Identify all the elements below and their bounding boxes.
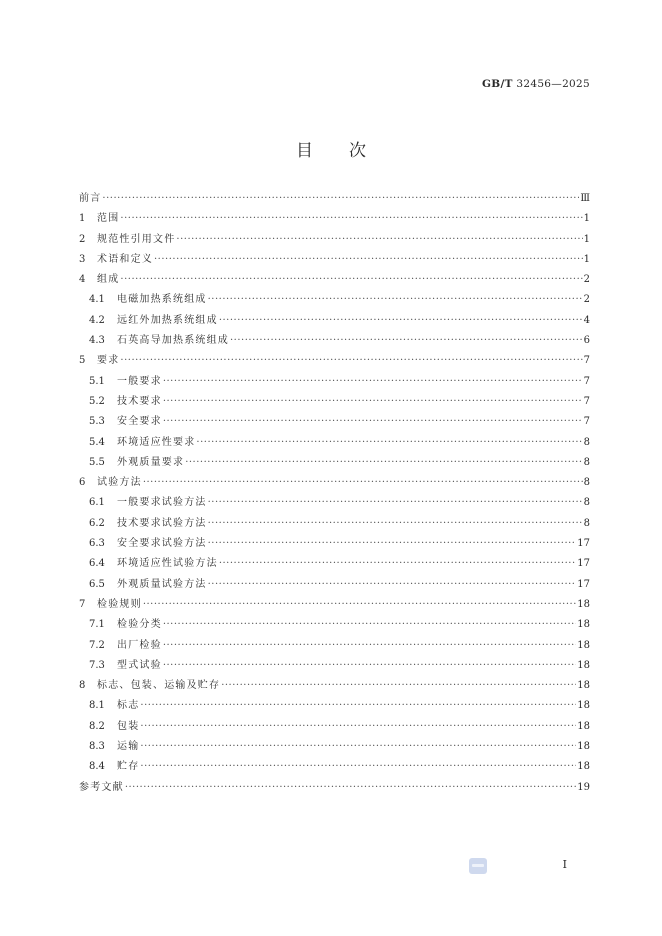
toc-entry[interactable]: [79, 433, 590, 453]
toc-entry-page: 17: [577, 558, 590, 570]
toc-entry-title: 术语和定义: [97, 253, 153, 265]
toc-entry-title: 外观质量要求: [117, 456, 185, 468]
toc-entry[interactable]: [79, 453, 590, 473]
toc-entry[interactable]: [79, 311, 590, 331]
toc-entry-title: 组成: [97, 274, 120, 286]
toc-entry[interactable]: [79, 270, 590, 290]
toc-dot-leader: [221, 676, 576, 696]
standard-prefix: GB/T: [482, 78, 513, 90]
toc-entry-number: 6.5: [89, 578, 105, 590]
toc-entry-page: 18: [577, 720, 590, 732]
toc-entry[interactable]: [79, 189, 590, 209]
toc-entry[interactable]: [79, 473, 590, 493]
toc-entry-page: 1: [583, 253, 590, 265]
toc-entry-page: 6: [583, 335, 590, 347]
publisher-logo-icon: [469, 858, 487, 874]
toc-entry-page: 18: [577, 598, 590, 610]
toc-entry[interactable]: [79, 392, 590, 412]
toc-entry-title: 试验方法: [97, 477, 142, 489]
toc-entry-number: 7.3: [89, 659, 105, 671]
toc-entry-title: 出厂检验: [117, 639, 162, 651]
toc-entry-title: 技术要求试验方法: [117, 517, 207, 529]
toc-entry-page: 18: [577, 741, 590, 753]
table-of-contents: [79, 189, 590, 798]
toc-entry-page: 8: [583, 436, 590, 448]
toc-dot-leader: [208, 514, 583, 534]
toc-dot-leader: [120, 351, 582, 371]
toc-entry-page: 8: [583, 497, 590, 509]
toc-dot-leader: [143, 595, 576, 615]
toc-entry-number: 2: [79, 233, 86, 245]
toc-entry-title: 包装: [117, 720, 140, 732]
toc-entry-number: 1: [79, 213, 86, 225]
toc-entry-number: 6.4: [89, 558, 105, 570]
page-title: 目次: [296, 141, 402, 161]
toc-entry-title: 型式试验: [117, 659, 162, 671]
toc-entry-number: 7: [79, 598, 86, 610]
toc-entry[interactable]: [79, 636, 590, 656]
toc-entry-page: 18: [577, 659, 590, 671]
toc-entry[interactable]: [79, 351, 590, 371]
toc-entry-page: 18: [577, 619, 590, 631]
toc-entry-page: 7: [583, 416, 590, 428]
toc-entry[interactable]: [79, 717, 590, 737]
toc-entry[interactable]: [79, 534, 590, 554]
toc-dot-leader: [230, 331, 583, 351]
toc-entry-number: 8.3: [89, 741, 105, 753]
toc-entry-title: 外观质量试验方法: [117, 578, 207, 590]
toc-entry-number: 4.3: [89, 335, 105, 347]
toc-entry-page: 18: [577, 761, 590, 773]
toc-entry-title: 安全要求试验方法: [117, 538, 207, 550]
toc-entry-title: 贮存: [117, 761, 140, 773]
toc-entry-title: 标志、包装、运输及贮存: [97, 680, 221, 692]
toc-dot-leader: [140, 737, 576, 757]
toc-dot-leader: [208, 534, 577, 554]
toc-entry-title: 一般要求: [117, 375, 162, 387]
toc-entry-page: 18: [577, 700, 590, 712]
toc-entry-title: 标志: [117, 700, 140, 712]
toc-entry[interactable]: [79, 250, 590, 270]
toc-dot-leader: [208, 290, 583, 310]
toc-entry-page: 4: [583, 314, 590, 326]
page-number: Ⅰ: [562, 858, 567, 871]
toc-dot-leader: [120, 209, 582, 229]
toc-entry-page: Ⅲ: [580, 193, 590, 204]
toc-entry[interactable]: [79, 778, 590, 798]
toc-dot-leader: [140, 757, 576, 777]
toc-entry[interactable]: [79, 696, 590, 716]
toc-dot-leader: [163, 636, 576, 656]
toc-entry[interactable]: [79, 656, 590, 676]
toc-entry-title: 石英高导加热系统组成: [117, 335, 229, 347]
toc-dot-leader: [120, 270, 582, 290]
toc-entry-title: 前言: [79, 193, 102, 204]
toc-entry-number: 6.3: [89, 538, 105, 550]
toc-entry-title: 范围: [97, 213, 120, 225]
toc-entry-page: 17: [577, 538, 590, 550]
toc-dot-leader: [154, 250, 583, 270]
toc-entry-number: 5.4: [89, 436, 105, 448]
toc-dot-leader: [102, 189, 579, 209]
toc-entry-page: 17: [577, 578, 590, 590]
toc-entry[interactable]: [79, 757, 590, 777]
toc-entry-number: 5.5: [89, 456, 105, 468]
toc-entry-title: 运输: [117, 741, 140, 753]
toc-entry[interactable]: [79, 575, 590, 595]
toc-entry[interactable]: [79, 676, 590, 696]
toc-entry-title: 环境适应性要求: [117, 436, 196, 448]
toc-entry[interactable]: [79, 290, 590, 310]
toc-dot-leader: [140, 696, 576, 716]
toc-entry-number: 5.2: [89, 395, 105, 407]
toc-entry-page: 8: [583, 456, 590, 468]
toc-entry[interactable]: [79, 230, 590, 250]
toc-dot-leader: [125, 778, 576, 798]
toc-entry-title: 远红外加热系统组成: [117, 314, 218, 326]
toc-entry-title: 环境适应性试验方法: [117, 558, 218, 570]
toc-entry-number: 6: [79, 477, 86, 489]
toc-entry-number: 7.2: [89, 639, 105, 651]
toc-entry[interactable]: [79, 595, 590, 615]
toc-entry[interactable]: [79, 493, 590, 513]
toc-entry[interactable]: [79, 514, 590, 534]
toc-entry-page: 8: [583, 477, 590, 489]
toc-entry-page: 1: [583, 213, 590, 225]
standard-code: [482, 78, 590, 90]
toc-entry-number: 8.4: [89, 761, 105, 773]
toc-entry-page: 2: [583, 294, 590, 306]
toc-entry-page: 2: [583, 274, 590, 286]
toc-entry-number: 7.1: [89, 619, 105, 631]
toc-entry[interactable]: [79, 209, 590, 229]
toc-dot-leader: [143, 473, 583, 493]
toc-entry[interactable]: [79, 331, 590, 351]
toc-entry[interactable]: [79, 615, 590, 635]
toc-dot-leader: [163, 372, 583, 392]
toc-entry-page: 7: [583, 375, 590, 387]
toc-entry-title: 电磁加热系统组成: [117, 294, 207, 306]
toc-entry-title: 要求: [97, 355, 120, 367]
toc-entry-number: 5.3: [89, 416, 105, 428]
toc-entry-page: 1: [583, 233, 590, 245]
toc-entry[interactable]: [79, 412, 590, 432]
toc-entry-number: 4.1: [89, 294, 105, 306]
toc-entry-title: 技术要求: [117, 395, 162, 407]
toc-entry-number: 8.1: [89, 700, 105, 712]
toc-entry[interactable]: [79, 372, 590, 392]
toc-entry-number: 8: [79, 680, 86, 692]
toc-entry-page: 18: [577, 639, 590, 651]
toc-dot-leader: [196, 433, 582, 453]
toc-entry[interactable]: [79, 737, 590, 757]
toc-dot-leader: [219, 311, 583, 331]
toc-entry-page: 7: [583, 395, 590, 407]
toc-dot-leader: [163, 392, 583, 412]
toc-entry[interactable]: [79, 554, 590, 574]
toc-entry-page: 8: [583, 517, 590, 529]
toc-entry-title: 检验规则: [97, 598, 142, 610]
toc-entry-title: 检验分类: [117, 619, 162, 631]
toc-entry-number: 5.1: [89, 375, 105, 387]
toc-entry-number: 4.2: [89, 314, 105, 326]
toc-entry-page: 7: [583, 355, 590, 367]
toc-entry-number: 4: [79, 274, 86, 286]
toc-dot-leader: [208, 575, 577, 595]
toc-entry-title: 参考文献: [79, 781, 124, 793]
toc-entry-number: 8.2: [89, 720, 105, 732]
toc-entry-number: 6.2: [89, 517, 105, 529]
toc-entry-number: 6.1: [89, 497, 105, 509]
toc-dot-leader: [219, 554, 576, 574]
toc-dot-leader: [163, 615, 576, 635]
toc-dot-leader: [163, 412, 583, 432]
toc-dot-leader: [185, 453, 582, 473]
toc-dot-leader: [176, 230, 582, 250]
toc-entry-title: 一般要求试验方法: [117, 497, 207, 509]
toc-dot-leader: [163, 656, 576, 676]
standard-number: 32456—2025: [512, 78, 590, 90]
toc-dot-leader: [140, 717, 576, 737]
toc-entry-page: 19: [577, 781, 590, 793]
toc-entry-number: 5: [79, 355, 86, 367]
toc-dot-leader: [208, 493, 583, 513]
toc-entry-title: 规范性引用文件: [97, 233, 176, 245]
toc-entry-page: 18: [577, 680, 590, 692]
toc-entry-number: 3: [79, 253, 86, 265]
toc-entry-title: 安全要求: [117, 416, 162, 428]
